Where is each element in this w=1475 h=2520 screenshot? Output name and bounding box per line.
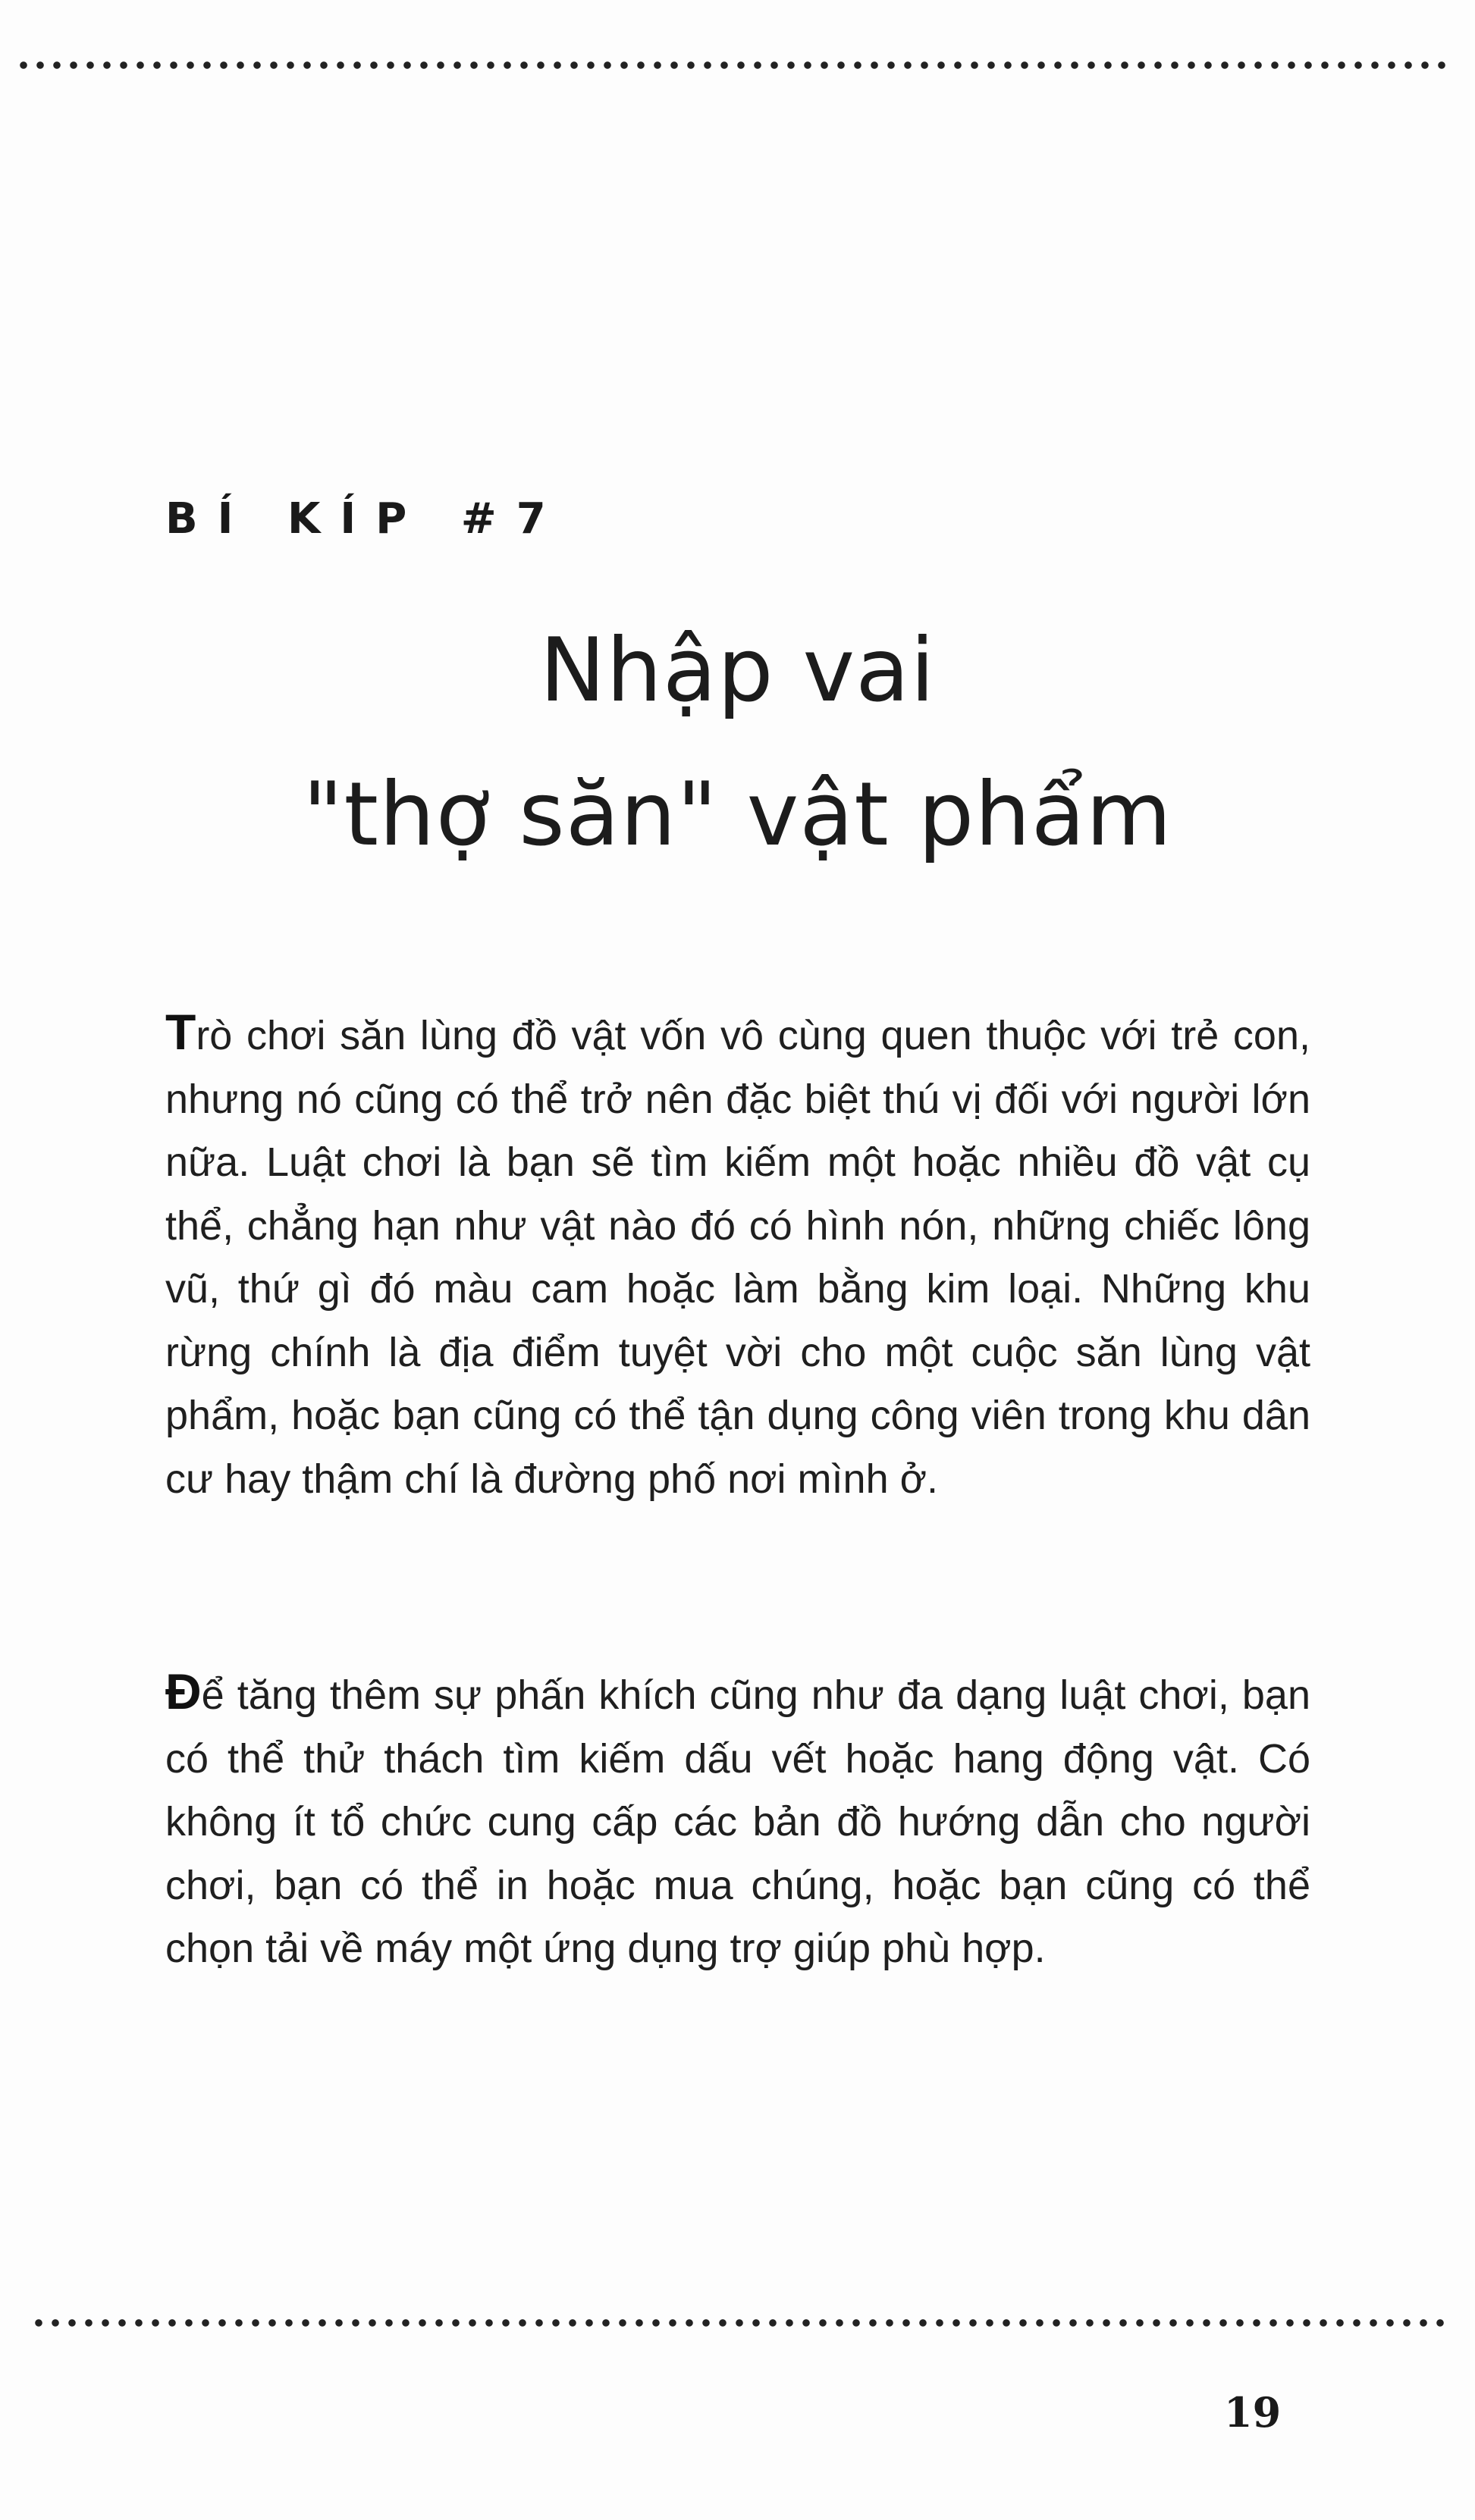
title-line-1: Nhập vai [539,619,936,722]
top-dotted-divider [15,61,1448,70]
paragraph-1 [165,1001,1310,1511]
chapter-label: BÍ KÍP #7 [165,494,566,544]
paragraph-2 [165,1660,1310,1981]
bottom-dotted-divider [30,2318,1448,2327]
paragraph-1-initial: T [165,1004,196,1060]
title-line-2: "thợ săn" vật phẩm [303,763,1172,866]
paragraph-2-initial: Đ [165,1663,202,1719]
page-title [0,599,1475,887]
paragraph-1-text: rò chơi săn lùng đồ vật vốn vô cùng quen thuộc với trẻ con, nhưng nó cũng có thể trở nên đặc biệt thú vị đối với người lớn nữa. Luật chơi là bạn sẽ tìm kiếm một hoặc nhiều đồ vật cụ thể, chẳng hạn như vật nào đó có hình nón, những chiếc lông vũ, thứ gì đó màu cam hoặc làm bằng kim loại. Những khu rừng chính là địa điểm tuyệt vời cho một cuộc săn lùng vật phẩm, hoặc bạn cũng có thể tận dụng công viên trong khu dân cư hay thậm chí là đường phố nơi mình ở. [165,1013,1310,1502]
page-number: 19 [1224,2388,1282,2437]
paragraph-2-text: ể tăng thêm sự phấn khích cũng như đa dạng luật chơi, bạn có thể thử thách tìm kiếm dấu vết hoặc hang động vật. Có không ít tổ chức cung cấp các bản đồ hướng dẫn cho người chơi, bạn có thể in hoặc mua chúng, hoặc bạn cũng có thể chọn tải về máy một ứng dụng trợ giúp phù hợp. [165,1672,1310,1971]
